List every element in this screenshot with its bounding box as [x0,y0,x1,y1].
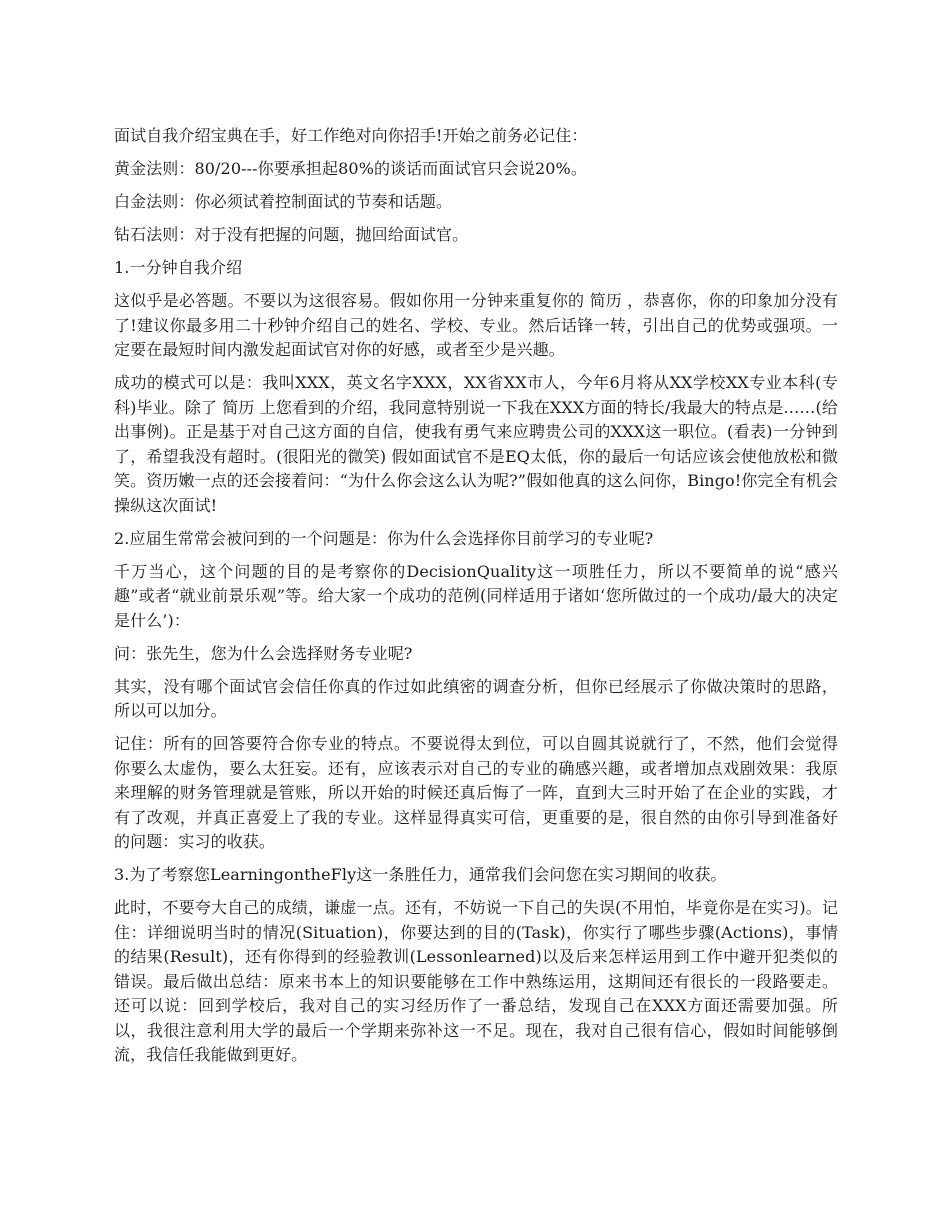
platinum-rule: 白金法则：你必须试着控制面试的节奏和话题。 [114,192,453,211]
body-paragraph: 此时，不要夸大自己的成绩，谦虚一点。还有，不妨说一下自己的失误(不用怕，毕竟你是在实习)。记住：详细说明当时的情况(Situation)，你要达到的目的(Task)，你实行了哪些步骤(Actions)，事情的结果(Result)，还有你得到的经验教训(Lessonlearned)以及后来怎样运用到工作中避开犯类似的错误。最后做出总结：原来书本上的知识要能够在工作中熟练运用，这期间还有很长的一段路要走。还可以说：回到学校后，我对自己的实习经历作了一番总结，发现自己在XXX方面还需要加强。所以，我很注意利用大学的最后一个学期来弥补这一不足。现在，我对自己很有信心，假如时间能够倒流，我信任我能做到更好。 [114,898,838,1064]
section-heading-3: 3.为了考察您LearningontheFly这一条胜任力，通常我们会问您在实习期间的收获。 [114,865,727,884]
golden-rule: 黄金法则：80/20---你要承担起80%的谈话而面试官只会说20%。 [114,159,587,178]
body-paragraph: 成功的模式可以是：我叫XXX，英文名字XXX，XX省XX市人，今年6月将从XX学校XX专业本科(专科)毕业。除了 简历 上您看到的介绍，我同意特别说一下我在XXX方面的特长/我最大的特点是……(给出事例)。正是基于对自己这方面的自信，使我有勇气来应聘贵公司的XXX这一职位。(看表)一分钟到了，希望我没有超时。(很阳光的微笑) 假如面试官不是EQ太低，你的最后一句话应该会使他放松和微笑。资历嫩一点的还会接着问：“为什么你会这么认为呢?”假如他真的这么问你，Bingo!你完全有机会操纵这次面试! [114,373,838,515]
body-paragraph: 记住：所有的回答要符合你专业的特点。不要说得太到位，可以自圆其说就行了，不然，他们会觉得你要么太虚伪，要么太狂妄。还有，应该表示对自己的专业的确感兴趣，或者增加点戏剧效果：我原来理解的财务管理就是管账，所以开始的时候还真后悔了一阵，直到大三时开始了在企业的实践，才有了改观，并真正喜爱上了我的专业。这样显得真实可信，更重要的是，很自然的由你引导到准备好的问题：实习的收获。 [114,734,838,851]
document-body [114,124,838,1076]
diamond-rule: 钻石法则：对于没有把握的问题，抛回给面试官。 [114,225,469,244]
body-paragraph: 千万当心，这个问题的目的是考察你的DecisionQuality这一项胜任力，所以不要简单的说“感兴趣”或者“就业前景乐观”等。给大家一个成功的范例(同样适用于诸如‘您所做过的一个成功/最大的决定是什么’)： [114,561,838,630]
body-paragraph: 这似乎是必答题。不要以为这很容易。假如你用一分钟来重复你的 简历 ，恭喜你，你的印象加分没有了!建议你最多用二十秒钟介绍自己的姓名、学校、专业。然后话锋一转，引出自己的优势或强项。一定要在最短时间内激发起面试官对你的好感，或者至少是兴趣。 [114,291,838,359]
intro-paragraph: 面试自我介绍宝典在手，好工作绝对向你招手!开始之前务必记住： [114,126,588,145]
section-heading-2: 2.应届生常常会被问到的一个问题是：你为什么会选择你目前学习的专业呢? [114,528,654,548]
body-paragraph: 其实，没有哪个面试官会信任你真的作过如此缜密的调查分析，但你已经展示了你做决策时的思路，所以可以加分。 [114,676,838,720]
section-heading-1: 1.一分钟自我介绍 [114,258,243,277]
question-line: 问：张先生，您为什么会选择财务专业呢? [114,643,413,663]
